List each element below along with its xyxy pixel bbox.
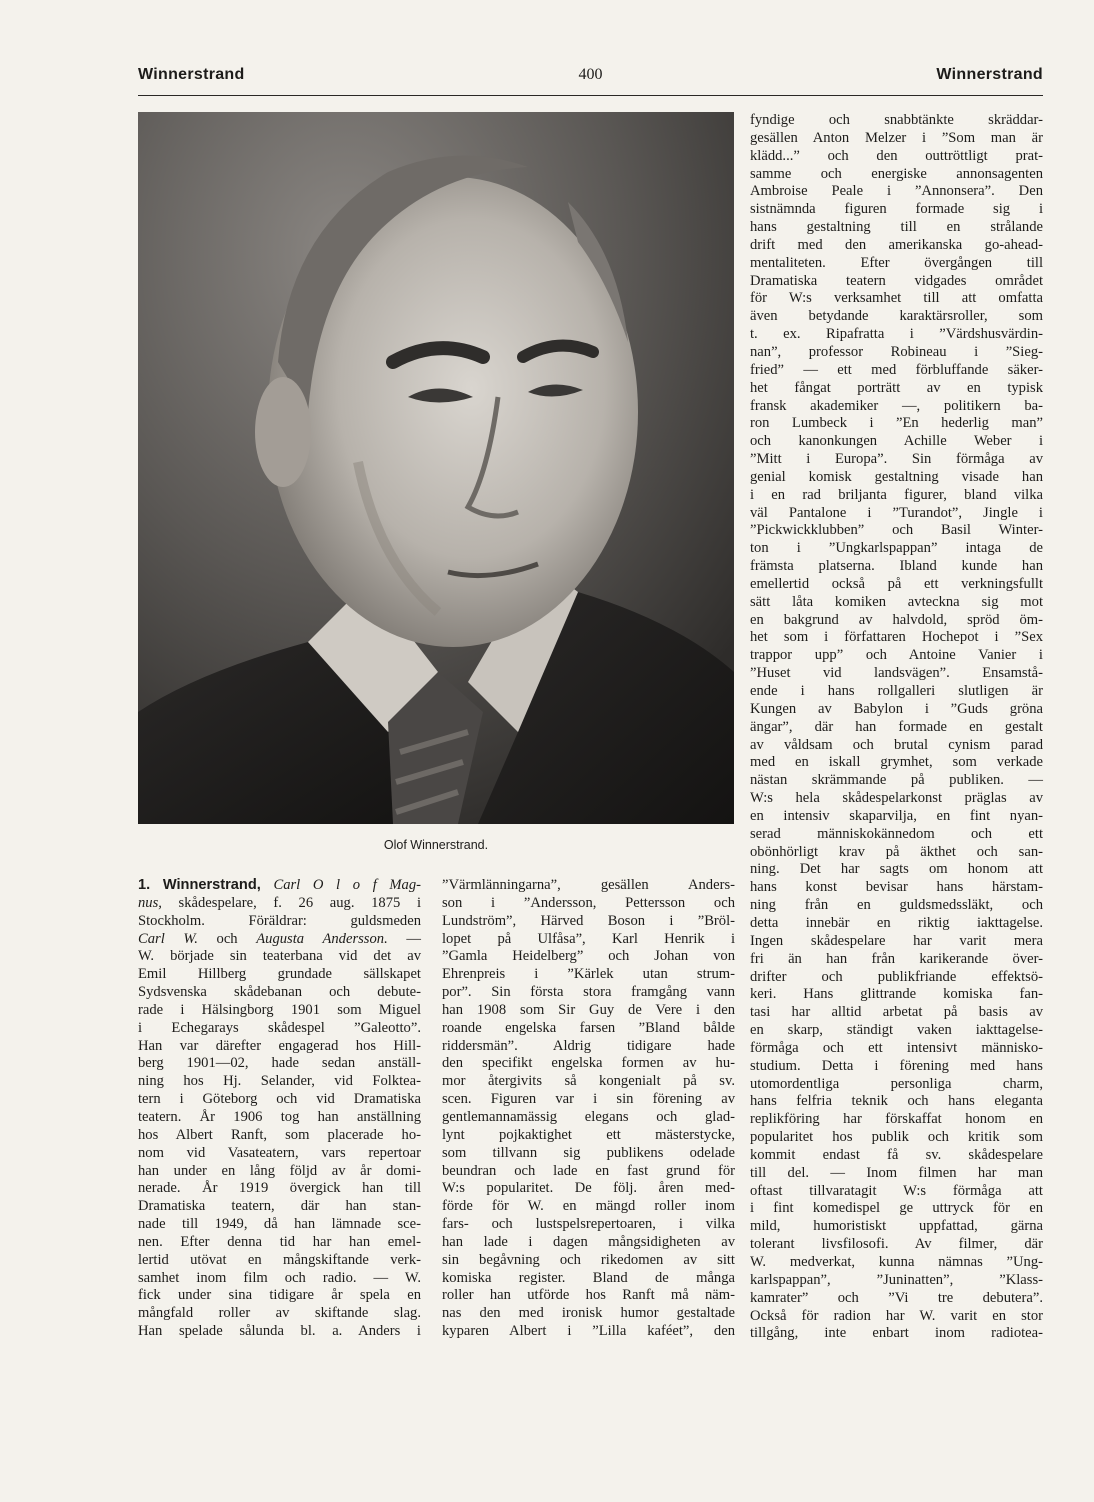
- running-header: [138, 66, 1043, 90]
- name-italic: Carl O l o f Mag-: [273, 877, 422, 893]
- text-line: utomordentliga personliga charm,: [750, 1075, 1043, 1092]
- text-line: lopet på Ulfåsa”, Karl Henrik i: [442, 930, 735, 947]
- text-line: den specifikt engelska formen av hu-: [442, 1055, 735, 1072]
- text-line: tern i Göteborg och vid Dramatiska: [138, 1091, 421, 1108]
- text-line: ängar”, där han formade en gestalt: [750, 718, 1043, 735]
- text-line: keri. Hans glittrande komiska fan-: [750, 986, 1043, 1003]
- text-line: ende i hans rollgalleri slutligen är: [750, 683, 1043, 699]
- text-line: popularitet hos publik och kritik som: [750, 1129, 1043, 1146]
- text-line: nus, skådespelare, f. 26 aug. 1875 i: [138, 894, 421, 911]
- text-line: nästan skrämmande på publiken. —: [750, 772, 1043, 789]
- text-line: Carl W. och Augusta Andersson. —: [138, 930, 421, 947]
- text-line: sin begåvning och rikedomen av sitt: [442, 1251, 735, 1268]
- text-line: tillgång, inte enbart inom radiotea-: [750, 1325, 1043, 1342]
- text-line: fyndige och snabbtänkte skräddar-: [750, 112, 1043, 128]
- text-line: ron Lumbeck i ”En hederlig man”: [750, 415, 1043, 432]
- text-line: kamrater” och ”Vi tre debutera”.: [750, 1289, 1043, 1306]
- text-column-2: [442, 877, 735, 1341]
- text-line: hans gestaltning till en strålande: [750, 219, 1043, 236]
- text-line: komiska register. Bland de många: [442, 1269, 735, 1286]
- text-line: Kungen av Babylon i ”Guds gröna: [750, 700, 1043, 717]
- text-line: ”Värmlänningarna”, gesällen Anders-: [442, 877, 735, 893]
- text-line: por”. Sin första stora framgång vann: [442, 984, 735, 1001]
- text-line: en bakgrund av halvdold, spröd öm-: [750, 611, 1043, 628]
- text-line: Ehrenpreis i ”Kärlek utan strum-: [442, 966, 735, 983]
- headword: Winnerstrand,: [162, 877, 261, 893]
- text-line: samhet inom film och radio. — W.: [138, 1269, 421, 1286]
- text-line: ”Gamla Heidelberg” och Johan von: [442, 948, 735, 965]
- text-line: han lade i dagen mångsidigheten av: [442, 1233, 735, 1250]
- text-line: gesällen Anton Melzer i ”Som man är: [750, 129, 1043, 146]
- text-line: klädd...” och den outtröttligt prat-: [750, 147, 1043, 164]
- text-line: roande engelska farsen ”Bland bålde: [442, 1019, 735, 1036]
- text-line: obönhörligt krav på äkthet och san-: [750, 843, 1043, 860]
- text-line: Emil Hillberg grundade sällskapet: [138, 966, 421, 983]
- text-line: rade i Hälsingborg 1901 som Miguel: [138, 1001, 421, 1018]
- text-line: trappor upp” och Antoine Vanier i: [750, 647, 1043, 664]
- text-line: Han spelade sålunda bl. a. Anders i: [138, 1323, 421, 1340]
- text-line: lertid utövat en mångskiftande verk-: [138, 1251, 421, 1268]
- text-line: en skarp, ständigt vaken iakttagelse-: [750, 1022, 1043, 1039]
- portrait-photo: [138, 112, 734, 824]
- text-column-3: [750, 112, 1043, 1343]
- text-line: i fint komedispel ge uttryck för en: [750, 1200, 1043, 1217]
- text-line: nom vid Vasateatern, vars repertoar: [138, 1144, 421, 1161]
- text-line: hans felfria teknik och hans eleganta: [750, 1093, 1043, 1110]
- text-line: kommit endast få sv. skådespelare: [750, 1146, 1043, 1163]
- header-right-keyword: Winnerstrand: [936, 66, 1043, 83]
- text-line: Dramatiska teatern vidgades området: [750, 272, 1043, 289]
- text-line: berg 1901—02, hade sedan anställ-: [138, 1055, 421, 1072]
- text-line: sistnämnda figuren formade sig i: [750, 201, 1043, 218]
- text-line: riddersmän”. Aldrig tidigare hade: [442, 1037, 735, 1054]
- header-rule: [138, 95, 1043, 96]
- text-line: tasi har alltid arbetat på basis av: [750, 1004, 1043, 1021]
- page-number: 400: [578, 66, 603, 83]
- text-line: mild, humoristiskt uppfattad, gärna: [750, 1218, 1043, 1235]
- text-line: ning. Det har sagts om honom att: [750, 861, 1043, 878]
- text-line: W:s hela skådespelarkonst präglas av: [750, 790, 1043, 807]
- text-line: mångfald roller av skiftande slag.: [138, 1305, 421, 1322]
- text-line: oftast tillvaratagit W:s förmåga att: [750, 1182, 1043, 1199]
- text-line: ning från en guldsmedssläkt, och: [750, 897, 1043, 914]
- text-line: drifter och publikfriande effektsö-: [750, 968, 1043, 985]
- text-line: het fångat porträtt av en typisk: [750, 379, 1043, 396]
- text-line: hans konst bevisar hans härstam-: [750, 879, 1043, 896]
- text-line: för W:s verksamhet till att omfatta: [750, 290, 1043, 307]
- text-line: nade till 1949, då han lämnade sce-: [138, 1216, 421, 1233]
- text-line: som tillvann sig publikens odelade: [442, 1144, 735, 1161]
- text-line: teatern. År 1906 tog han anställning: [138, 1108, 421, 1125]
- text-line: scen. Figuren var i sin förening av: [442, 1091, 735, 1108]
- text-line: fars- och lustspelsrepertoaren, i vilka: [442, 1216, 735, 1233]
- text-line: fransk akademiker —, politikern ba-: [750, 397, 1043, 414]
- text-line: serad människokännedom och ett: [750, 825, 1043, 842]
- text-line: Han var därefter engagerad hos Hill-: [138, 1037, 421, 1054]
- text-line: fick under sina tidigare år spela en: [138, 1287, 421, 1304]
- text-line: fried” — ett med förbluffande säker-: [750, 361, 1043, 378]
- text-line: genial komisk gestaltning visade han: [750, 468, 1043, 485]
- text-line: karlspappan”, ”Juninatten”, ”Klass-: [750, 1271, 1043, 1288]
- text-line: fri än han från karikerande över-: [750, 950, 1043, 967]
- header-left-keyword: Winnerstrand: [138, 66, 245, 83]
- text-line: Också för radion har W. varit en stor: [750, 1307, 1043, 1324]
- figure-caption: Olof Winnerstrand.: [383, 838, 489, 852]
- text-line: förde för W. en mängd roller inom: [442, 1198, 735, 1215]
- text-column-1: [138, 877, 421, 1341]
- text-line: i en rad briljanta figurer, bland vilka: [750, 486, 1043, 503]
- text-line: lynt pojkaktighet ett mästerstycke,: [442, 1126, 735, 1143]
- text-line: beundran och lade en fast grund för: [442, 1162, 735, 1179]
- text-line: Lundström”, Härved Boson i ”Bröl-: [442, 912, 735, 929]
- text-line: roller han utförde hos Ranft må näm-: [442, 1287, 735, 1304]
- text-line: Ambroise Peale i ”Annonsera”. Den: [750, 183, 1043, 200]
- text-line: t. ex. Ripafratta i ”Värdshusvärdin-: [750, 326, 1043, 343]
- text-line: nerade. År 1919 övergick han till: [138, 1180, 421, 1197]
- text-line: sätt låta komiken avteckna sig mot: [750, 593, 1043, 610]
- text-line: även betydande karaktärsroller, som: [750, 308, 1043, 325]
- text-line: kyparen Albert i ”Lilla kaféet”, den: [442, 1323, 735, 1340]
- text-line: son i ”Andersson, Pettersson och: [442, 894, 735, 911]
- text-line: och kanonkungen Achille Weber i: [750, 433, 1043, 450]
- text-line: han under en lång följd av år domi-: [138, 1162, 421, 1179]
- text-line: ”Pickwickklubben” och Basil Winter-: [750, 522, 1043, 539]
- text-line: W. började sin teaterbana vid det av: [138, 948, 421, 965]
- text-line: i Echegarays skådespel ”Galeotto”.: [138, 1019, 421, 1036]
- text-line: han 1908 som Sir Guy de Vere i den: [442, 1001, 735, 1018]
- text-line: emellertid också på ett verkningsfullt: [750, 575, 1043, 592]
- text-line: replikföring har förskaffat honom en: [750, 1111, 1043, 1128]
- text-line: en intensiv skaparvilja, en fint nyan-: [750, 807, 1043, 824]
- text-line: W:s popularitet. De följ. åren med-: [442, 1180, 735, 1197]
- text-line: W. medverkat, kunna nämnas ”Ung-: [750, 1254, 1043, 1270]
- text-line: Sydsvenska skådebanan och debute-: [138, 984, 421, 1001]
- text-line: samme och energiske annonsagenten: [750, 165, 1043, 182]
- text-line: Stockholm. Föräldrar: guldsmeden: [138, 912, 421, 929]
- text-line: studium. Detta i förening med hans: [750, 1057, 1043, 1074]
- text-line: nen. Efter denna tid har han emel-: [138, 1233, 421, 1250]
- text-line: förmåga och ett intensivt människo-: [750, 1039, 1043, 1056]
- text-line: främsta platserna. Ibland kunde han: [750, 558, 1043, 575]
- text-line: Dramatiska teatern, där han stan-: [138, 1198, 421, 1215]
- text-line: mentaliteten. Efter övergången till: [750, 254, 1043, 271]
- name-italic: nus,: [138, 894, 162, 911]
- text-line: ning hos Hj. Selander, vid Folktea-: [138, 1073, 421, 1090]
- text-line: ”Mitt i Europa”. Sin förmåga av: [750, 451, 1043, 468]
- text-line: till del. — Inom filmen har man: [750, 1164, 1043, 1181]
- text-line: väl Pantalone i ”Turandot”, Jingle i: [750, 504, 1043, 521]
- text-line: gentlemannamässig elegans och glad-: [442, 1108, 735, 1125]
- article-number: 1.: [138, 877, 151, 893]
- text-line: hos Albert Ranft, som placerade ho-: [138, 1126, 421, 1143]
- text-line: mor återgivits så kongenialt på sv.: [442, 1073, 735, 1090]
- text-line: med en iskall grymhet, som verkade: [750, 754, 1043, 771]
- text-line: ”Huset vid landsvägen”. Ensamstå-: [750, 665, 1043, 682]
- text-line: Ingen skådespelare har varit mera: [750, 932, 1043, 949]
- text-line: drift med den amerikanska go-ahead-: [750, 236, 1043, 253]
- text-line: [138, 877, 421, 895]
- text-line: tolerant livsfilosofi. Av filmer, där: [750, 1236, 1043, 1253]
- portrait-illustration: [138, 112, 734, 824]
- text-line: het som i författaren Hochepot i ”Sex: [750, 629, 1043, 646]
- text-line: ton i ”Ungkarlspappan” intaga de: [750, 540, 1043, 557]
- text-line: detta innebär en riktig iakttagelse.: [750, 914, 1043, 931]
- text-line: av våldsam och brutal cynism parad: [750, 736, 1043, 753]
- text-line: nas den med ironisk humor gestaltade: [442, 1305, 735, 1322]
- text-line: nan”, professor Robineau i ”Sieg-: [750, 343, 1043, 360]
